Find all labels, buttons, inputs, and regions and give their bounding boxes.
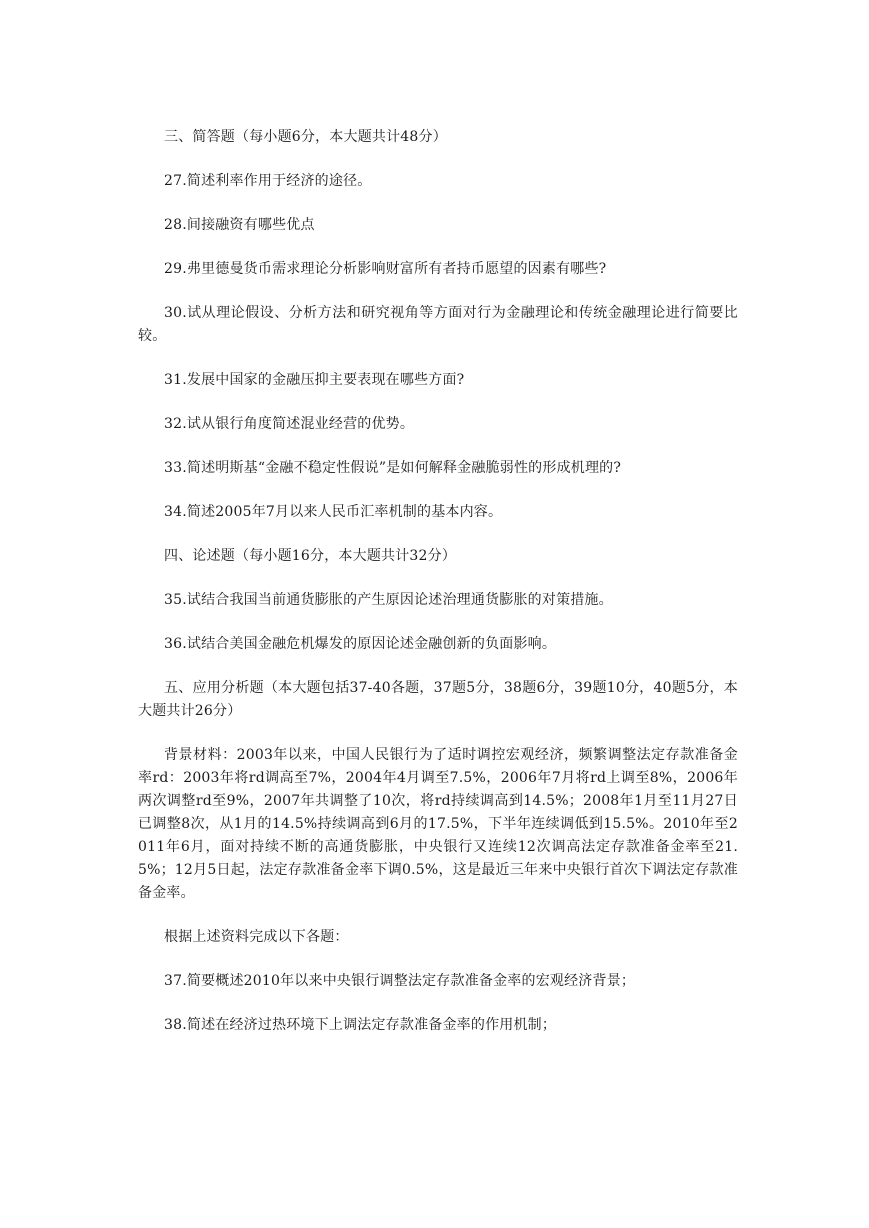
question-34: 34.简述2005年7月以来人民币汇率机制的基本内容。 xyxy=(164,504,503,520)
question-33: 33.简述明斯基“金融不稳定性假说”是如何解释金融脆弱性的形成机理的? xyxy=(164,460,622,476)
question-29: 29.弗里德曼货币需求理论分析影响财富所有者持币愿望的因素有哪些? xyxy=(164,261,607,277)
section-heading-application: 五、应用分析题（本大题包括37-40各题，37题5分，38题6分，39题10分，40题5分，本大题共计26分） xyxy=(138,680,738,719)
question-27: 27.简述利率作用于经济的途径。 xyxy=(164,173,372,189)
question-37: 37.简要概述2010年以来中央银行调整法定存款准备金率的宏观经济背景； xyxy=(164,973,636,989)
question-38: 38.简述在经济过热环境下上调法定存款准备金率的作用机制； xyxy=(164,1017,557,1033)
question-31: 31.发展中国家的金融压抑主要表现在哪些方面? xyxy=(164,372,465,388)
question-32: 32.试从银行角度简述混业经营的优势。 xyxy=(164,416,415,432)
question-28: 28.间接融资有哪些优点 xyxy=(164,217,315,233)
instruction-text: 根据上述资料完成以下各题： xyxy=(164,929,349,945)
document-content xyxy=(138,126,738,1058)
background-material: 背景材料：2003年以来，中国人民银行为了适时调控宏观经济，频繁调整法定存款准备金率rd：2003年将rd调高至7%，2004年4月调至7.5%，2006年7月将rd上调至8%，2006年两次调整rd至9%，2007年共调整了10次，将rd持续调高到14.5%；2008年1月至11月27日已调整8次，从1月的14.5%持续调高到6月的17.5%，下半年连续调低到15.5%。2010年至2011年6月，面对持续不断的高通货膨胀，中央银行又连续12次调高法定存款准备金率至21.5%；12月5日起，法定存款准备金率下调0.5%，这是最近三年来中央银行首次下调法定存款准备金率。 xyxy=(138,747,738,901)
section-heading-essay: 四、论述题（每小题16分，本大题共计32分） xyxy=(164,548,457,564)
question-36: 36.试结合美国金融危机爆发的原因论述金融创新的负面影响。 xyxy=(164,636,557,652)
question-30: 30.试从理论假设、分析方法和研究视角等方面对行为金融理论和传统金融理论进行简要比较。 xyxy=(138,305,738,344)
section-heading-short-answer: 三、简答题（每小题6分，本大题共计48分） xyxy=(164,129,447,145)
question-35: 35.试结合我国当前通货膨胀的产生原因论述治理通货膨胀的对策措施。 xyxy=(164,592,613,608)
